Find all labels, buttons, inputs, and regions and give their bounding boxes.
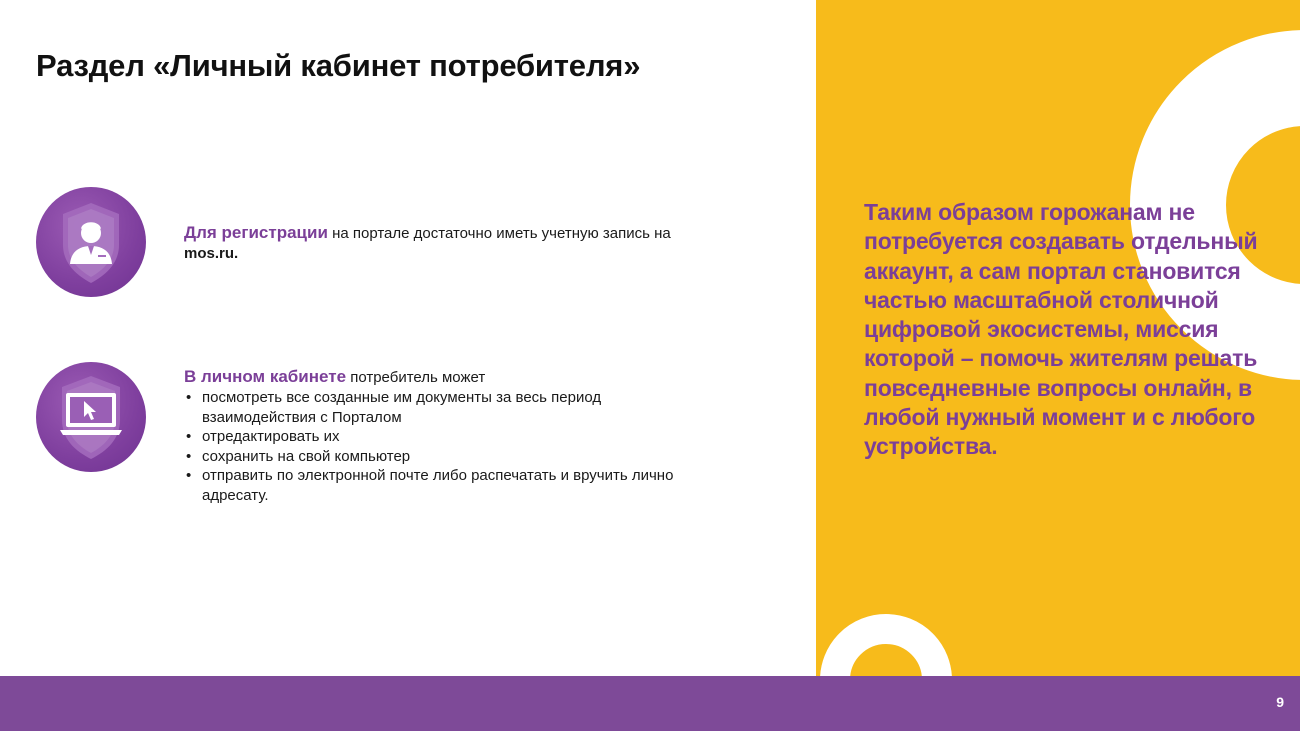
page-number: 9: [1276, 694, 1284, 710]
summary-quote: Таким образом горожанам не потребуется создавать отдельный аккаунт, а сам портал становится частью масштабной столичной цифровой экосистемы, миссия которой – помочь жителям решать повседневные вопросы онлайн, в любой нужный момент и с любого устройства.: [864, 199, 1258, 460]
mos-ru-site: mos.ru.: [184, 245, 239, 262]
registration-lead: Для регистрации: [184, 223, 328, 242]
cabinet-bullet-list: [184, 388, 684, 505]
user-shield-icon: [36, 187, 146, 297]
laptop-cursor-shield-icon: [36, 362, 146, 472]
cabinet-lead: В личном кабинете: [184, 367, 347, 386]
list-item: • отредактировать их: [184, 427, 684, 447]
footer-bar: [0, 676, 1300, 731]
cabinet-text: [184, 367, 684, 505]
cabinet-intro: потребитель может: [346, 369, 486, 386]
registration-body: на портале достаточно иметь учетную запись на: [327, 225, 671, 242]
list-item: • посмотреть все созданные им документы за весь период взаимодействия с Порталом: [184, 388, 684, 427]
list-item: • отправить по электронной почте либо распечатать и вручить лично адресату.: [184, 466, 684, 505]
yellow-side-panel: [816, 0, 1300, 676]
slide-title: Раздел «Личный кабинет потребителя»: [36, 48, 641, 83]
registration-text: [184, 223, 684, 264]
list-item: • сохранить на свой компьютер: [184, 447, 684, 467]
decorative-ring-small: [820, 614, 952, 676]
